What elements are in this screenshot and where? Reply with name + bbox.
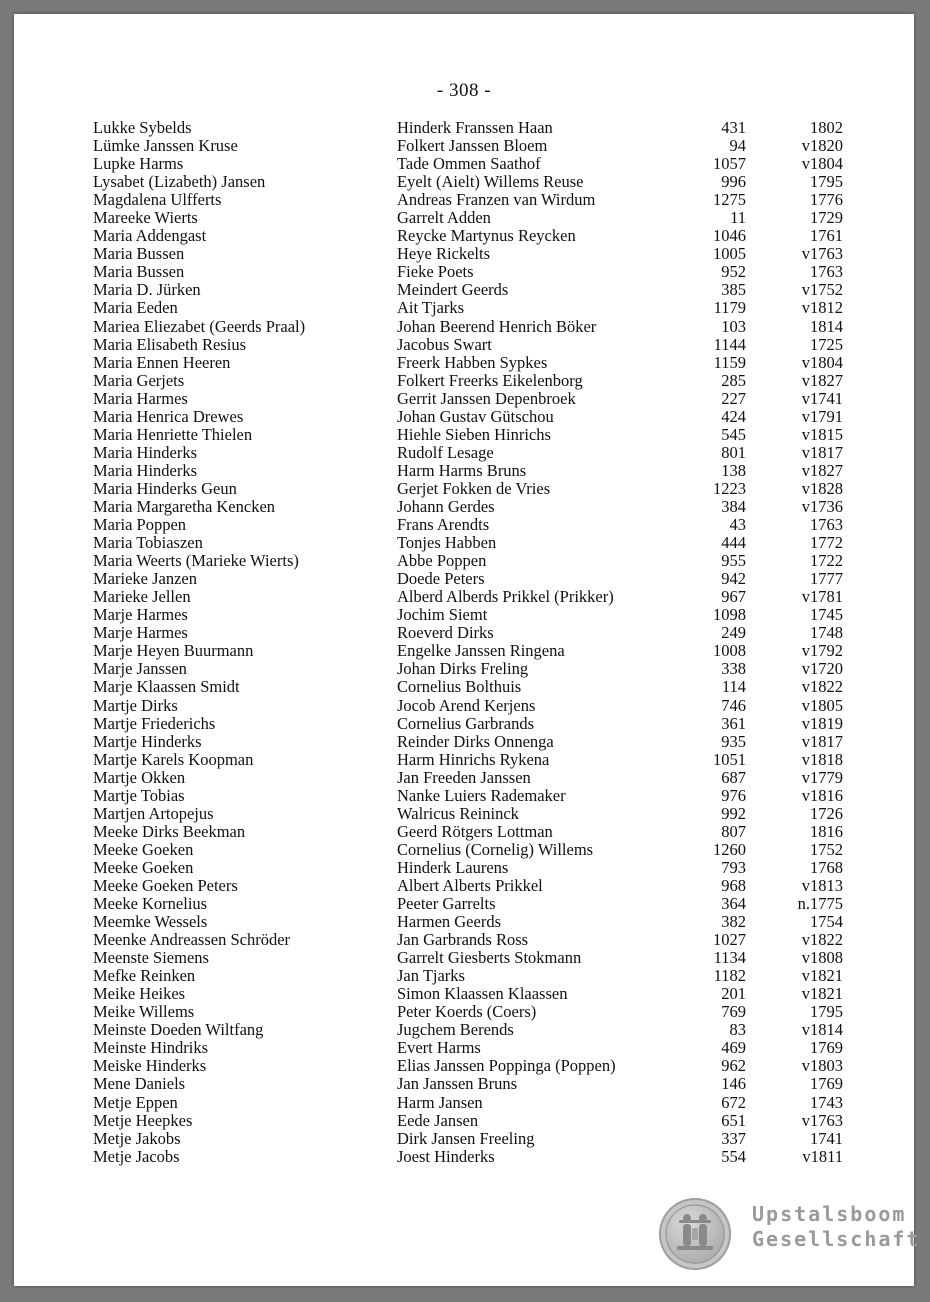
entry-row xyxy=(14,354,914,372)
entry-row xyxy=(14,913,914,931)
entry-year: 1763 xyxy=(810,515,843,535)
entry-year: 1772 xyxy=(810,533,843,553)
entry-name: Maria D. Jürken xyxy=(93,280,201,300)
entry-year: 1743 xyxy=(810,1092,843,1112)
entry-year: v1822 xyxy=(801,677,843,697)
entry-spouse: Hinderk Franssen Haan xyxy=(397,118,553,137)
entry-row xyxy=(14,1094,914,1112)
entry-spouse: Dirk Jansen Freeling xyxy=(397,1128,535,1148)
logo-line-2: Gesellschaft xyxy=(752,1227,921,1251)
entry-row xyxy=(14,715,914,733)
entry-spouse: Fieke Poets xyxy=(397,262,474,282)
entry-name: Lupke Harms xyxy=(93,154,184,174)
entry-spouse: Jocob Arend Kerjens xyxy=(397,695,536,715)
entry-year: 1769 xyxy=(810,1038,843,1058)
entry-spouse: Jan Tjarks xyxy=(397,966,465,986)
entry-year: v1763 xyxy=(801,244,843,264)
entry-number: 793 xyxy=(721,857,746,877)
entry-list xyxy=(14,119,914,1166)
entry-number: 1223 xyxy=(713,478,746,498)
entry-name: Mareeke Wierts xyxy=(93,208,198,228)
entry-year: v1804 xyxy=(801,154,843,174)
entry-name: Lysabet (Lizabeth) Jansen xyxy=(93,172,266,192)
entry-year: 1795 xyxy=(810,1002,843,1022)
entry-year: v1792 xyxy=(801,641,843,661)
entry-number: 992 xyxy=(721,803,746,823)
entry-year: v1821 xyxy=(801,966,843,986)
entry-spouse: Albert Alberts Prikkel xyxy=(397,875,543,895)
entry-year: 1729 xyxy=(810,208,843,228)
entry-year: v1752 xyxy=(801,280,843,300)
entry-row xyxy=(14,408,914,426)
entry-number: 1275 xyxy=(713,190,746,210)
entry-name: Metje Heepkes xyxy=(93,1110,193,1130)
entry-spouse: Roeverd Dirks xyxy=(397,623,494,643)
entry-spouse: Freerk Habben Sypkes xyxy=(397,352,548,372)
entry-name: Maria Poppen xyxy=(93,515,187,535)
entry-year: 1745 xyxy=(810,605,843,625)
entry-spouse: Nanke Luiers Rademaker xyxy=(397,785,566,805)
entry-number: 227 xyxy=(721,388,746,408)
entry-row xyxy=(14,841,914,859)
entry-row xyxy=(14,877,914,895)
entry-spouse: Peeter Garrelts xyxy=(397,894,496,914)
entry-number: 1005 xyxy=(713,244,746,264)
entry-year: n.1775 xyxy=(797,894,843,914)
entry-row xyxy=(14,263,914,281)
entry-spouse: Garrelt Adden xyxy=(397,208,491,228)
entry-name: Meemke Wessels xyxy=(93,912,208,932)
entry-spouse: Johan Gustav Gütschou xyxy=(397,406,554,426)
entry-row xyxy=(14,660,914,678)
entry-name: Magdalena Ulfferts xyxy=(93,190,222,210)
entry-year: v1741 xyxy=(801,388,843,408)
entry-name: Maria Tobiaszen xyxy=(93,533,203,553)
entry-spouse: Cornelius Garbrands xyxy=(397,713,535,733)
entry-spouse: Tonjes Habben xyxy=(397,533,497,553)
entry-year: v1804 xyxy=(801,352,843,372)
entry-row xyxy=(14,1039,914,1057)
document-page xyxy=(14,14,921,1286)
entry-year: v1812 xyxy=(801,298,843,318)
entry-name: Maria Gerjets xyxy=(93,370,185,390)
entry-spouse: Doede Peters xyxy=(397,569,485,589)
entry-spouse: Garrelt Giesberts Stokmann xyxy=(397,948,582,968)
entry-row xyxy=(14,318,914,336)
entry-name: Marje Heyen Buurmann xyxy=(93,641,254,661)
entry-year: 1741 xyxy=(810,1128,843,1148)
entry-year: 1776 xyxy=(810,190,843,210)
entry-spouse: Rudolf Lesage xyxy=(397,442,494,462)
entry-row xyxy=(14,390,914,408)
entry-number: 1046 xyxy=(713,226,746,246)
entry-year: v1779 xyxy=(801,767,843,787)
entry-spouse: Alberd Alberds Prikkel (Prikker) xyxy=(397,587,614,607)
entry-name: Maria Weerts (Marieke Wierts) xyxy=(93,551,299,571)
entry-name: Lukke Sybelds xyxy=(93,118,192,137)
entry-name: Martje Hinderks xyxy=(93,731,202,751)
entry-number: 11 xyxy=(730,208,746,228)
entry-spouse: Harm Harms Bruns xyxy=(397,460,527,480)
entry-number: 431 xyxy=(721,118,746,137)
entry-number: 83 xyxy=(729,1020,746,1040)
entry-year: 1726 xyxy=(810,803,843,823)
entry-row xyxy=(14,642,914,660)
entry-year: 1722 xyxy=(810,551,843,571)
entry-row xyxy=(14,787,914,805)
entry-year: 1761 xyxy=(810,226,843,246)
entry-name: Martje Dirks xyxy=(93,695,178,715)
seal-icon xyxy=(659,1198,731,1270)
entry-row xyxy=(14,155,914,173)
entry-spouse: Reycke Martynus Reycken xyxy=(397,226,576,246)
entry-year: v1827 xyxy=(801,370,843,390)
entry-name: Maria Bussen xyxy=(93,244,185,264)
entry-year: 1752 xyxy=(810,839,843,859)
entry-row xyxy=(14,137,914,155)
entry-number: 1144 xyxy=(713,334,746,354)
entry-number: 746 xyxy=(721,695,746,715)
entry-spouse: Johan Beerend Henrich Böker xyxy=(397,316,597,336)
entry-number: 249 xyxy=(721,623,746,643)
entry-name: Marje Harmes xyxy=(93,605,188,625)
entry-row xyxy=(14,931,914,949)
entry-spouse: Elias Janssen Poppinga (Poppen) xyxy=(397,1056,616,1076)
entry-row xyxy=(14,173,914,191)
entry-number: 976 xyxy=(721,785,746,805)
entry-number: 285 xyxy=(721,370,746,390)
entry-spouse: Andreas Franzen van Wirdum xyxy=(397,190,596,210)
entry-name: Meike Heikes xyxy=(93,984,186,1004)
entry-name: Meeke Dirks Beekman xyxy=(93,821,246,841)
entry-spouse: Geerd Rötgers Lottman xyxy=(397,821,553,841)
entry-name: Marieke Jellen xyxy=(93,587,191,607)
entry-row xyxy=(14,895,914,913)
entry-name: Lümke Janssen Kruse xyxy=(93,136,238,156)
entry-name: Maria Ennen Heeren xyxy=(93,352,231,372)
entry-year: v1815 xyxy=(801,424,843,444)
entry-number: 968 xyxy=(721,875,746,895)
entry-spouse: Jacobus Swart xyxy=(397,334,492,354)
entry-number: 424 xyxy=(721,406,746,426)
entry-year: v1791 xyxy=(801,406,843,426)
entry-year: v1816 xyxy=(801,785,843,805)
entry-year: v1818 xyxy=(801,749,843,769)
entry-number: 201 xyxy=(721,984,746,1004)
entry-row xyxy=(14,336,914,354)
entry-year: v1814 xyxy=(801,1020,843,1040)
entry-number: 1134 xyxy=(713,948,746,968)
entry-year: v1828 xyxy=(801,478,843,498)
entry-row xyxy=(14,209,914,227)
entry-year: 1763 xyxy=(810,262,843,282)
entry-number: 469 xyxy=(721,1038,746,1058)
entry-number: 384 xyxy=(721,496,746,516)
entry-name: Martje Tobias xyxy=(93,785,185,805)
entry-number: 1008 xyxy=(713,641,746,661)
entry-year: v1720 xyxy=(801,659,843,679)
entry-row xyxy=(14,805,914,823)
entry-row xyxy=(14,588,914,606)
entry-spouse: Folkert Janssen Bloem xyxy=(397,136,548,156)
entry-spouse: Walricus Reininck xyxy=(397,803,519,823)
entry-name: Maria Eeden xyxy=(93,298,178,318)
entry-number: 962 xyxy=(721,1056,746,1076)
entry-name: Metje Jakobs xyxy=(93,1128,181,1148)
entry-row xyxy=(14,967,914,985)
entry-row xyxy=(14,823,914,841)
entry-name: Meiske Hinderks xyxy=(93,1056,207,1076)
entry-number: 1182 xyxy=(713,966,746,986)
entry-row xyxy=(14,1112,914,1130)
entry-name: Meeke Goeken Peters xyxy=(93,875,238,895)
entry-number: 361 xyxy=(721,713,746,733)
entry-name: Martjen Artopejus xyxy=(93,803,214,823)
entry-spouse: Frans Arendts xyxy=(397,515,490,535)
entry-row xyxy=(14,227,914,245)
entry-name: Maria Harmes xyxy=(93,388,188,408)
entry-row xyxy=(14,444,914,462)
entry-year: v1820 xyxy=(801,136,843,156)
entry-name: Meeke Goeken xyxy=(93,839,194,859)
entry-spouse: Simon Klaassen Klaassen xyxy=(397,984,568,1004)
entry-number: 801 xyxy=(721,442,746,462)
entry-spouse: Meindert Geerds xyxy=(397,280,509,300)
entry-year: 1814 xyxy=(810,316,843,336)
entry-row xyxy=(14,462,914,480)
entry-number: 1179 xyxy=(713,298,746,318)
entry-name: Marieke Janzen xyxy=(93,569,197,589)
entry-spouse: Joest Hinderks xyxy=(397,1146,495,1166)
entry-row xyxy=(14,1057,914,1075)
entry-number: 935 xyxy=(721,731,746,751)
page-number: - 308 - xyxy=(436,80,492,101)
entry-year: 1754 xyxy=(810,912,843,932)
entry-year: v1817 xyxy=(801,442,843,462)
entry-row xyxy=(14,624,914,642)
logo-text xyxy=(752,1202,921,1252)
entry-row xyxy=(14,606,914,624)
entry-spouse: Jan Freeden Janssen xyxy=(397,767,531,787)
entry-spouse: Heye Rickelts xyxy=(397,244,491,264)
entry-number: 1057 xyxy=(713,154,746,174)
entry-spouse: Harmen Geerds xyxy=(397,912,501,932)
entry-row xyxy=(14,985,914,1003)
entry-spouse: Reinder Dirks Onnenga xyxy=(397,731,554,751)
entry-number: 94 xyxy=(729,136,746,156)
entry-name: Mariea Eliezabet (Geerds Praal) xyxy=(93,316,306,336)
entry-number: 807 xyxy=(721,821,746,841)
entry-year: 1769 xyxy=(810,1074,843,1094)
entry-spouse: Johann Gerdes xyxy=(397,496,495,516)
entry-name: Martje Okken xyxy=(93,767,186,787)
entry-year: 1768 xyxy=(810,857,843,877)
entry-row xyxy=(14,299,914,317)
entry-number: 769 xyxy=(721,1002,746,1022)
entry-row xyxy=(14,1021,914,1039)
entry-spouse: Eede Jansen xyxy=(397,1110,479,1130)
entry-name: Maria Margaretha Kencken xyxy=(93,496,276,516)
entry-year: v1813 xyxy=(801,875,843,895)
entry-row xyxy=(14,697,914,715)
entry-number: 554 xyxy=(721,1146,746,1166)
entry-spouse: Jan Garbrands Ross xyxy=(397,930,529,950)
entry-name: Maria Hinderks xyxy=(93,442,198,462)
entry-name: Maria Elisabeth Resius xyxy=(93,334,247,354)
entry-spouse: Cornelius Bolthuis xyxy=(397,677,522,697)
entry-spouse: Jan Janssen Bruns xyxy=(397,1074,518,1094)
entry-year: v1819 xyxy=(801,713,843,733)
entry-name: Meike Willems xyxy=(93,1002,195,1022)
entry-name: Mene Daniels xyxy=(93,1074,186,1094)
entry-name: Meenste Siemens xyxy=(93,948,209,968)
entry-name: Maria Hinderks xyxy=(93,460,198,480)
entry-spouse: Folkert Freerks Eikelenborg xyxy=(397,370,583,390)
entry-number: 942 xyxy=(721,569,746,589)
entry-row xyxy=(14,751,914,769)
entry-row xyxy=(14,516,914,534)
entry-year: v1736 xyxy=(801,496,843,516)
entry-spouse: Hinderk Laurens xyxy=(397,857,509,877)
entry-name: Maria Bussen xyxy=(93,262,185,282)
entry-year: v1803 xyxy=(801,1056,843,1076)
entry-spouse: Abbe Poppen xyxy=(397,551,487,571)
entry-row xyxy=(14,1130,914,1148)
entry-name: Meeke Kornelius xyxy=(93,894,208,914)
entry-spouse: Peter Koerds (Coers) xyxy=(397,1002,537,1022)
entry-name: Meeke Goeken xyxy=(93,857,194,877)
entry-spouse: Gerjet Fokken de Vries xyxy=(397,478,551,498)
entry-spouse: Evert Harms xyxy=(397,1038,481,1058)
entry-number: 382 xyxy=(721,912,746,932)
entry-row xyxy=(14,570,914,588)
entry-row xyxy=(14,245,914,263)
entry-spouse: Johan Dirks Freling xyxy=(397,659,529,679)
entry-number: 1051 xyxy=(713,749,746,769)
entry-year: v1781 xyxy=(801,587,843,607)
entry-spouse: Harm Jansen xyxy=(397,1092,483,1112)
entry-year: v1808 xyxy=(801,948,843,968)
entry-number: 385 xyxy=(721,280,746,300)
entry-number: 1027 xyxy=(713,930,746,950)
entry-name: Marje Harmes xyxy=(93,623,188,643)
entry-number: 114 xyxy=(721,677,746,697)
entry-name: Mefke Reinken xyxy=(93,966,196,986)
entry-year: v1827 xyxy=(801,460,843,480)
entry-name: Metje Eppen xyxy=(93,1092,178,1112)
entry-row xyxy=(14,498,914,516)
entry-number: 146 xyxy=(721,1074,746,1094)
entry-row xyxy=(14,426,914,444)
entry-row xyxy=(14,480,914,498)
entry-number: 1260 xyxy=(713,839,746,859)
entry-number: 687 xyxy=(721,767,746,787)
entry-spouse: Jochim Siemt xyxy=(397,605,488,625)
entry-year: 1748 xyxy=(810,623,843,643)
entry-spouse: Gerrit Janssen Depenbroek xyxy=(397,388,576,408)
entry-name: Maria Henriette Thielen xyxy=(93,424,253,444)
entry-row xyxy=(14,552,914,570)
entry-spouse: Jugchem Berends xyxy=(397,1020,514,1040)
entry-spouse: Engelke Janssen Ringena xyxy=(397,641,565,661)
upstalsboom-logo xyxy=(659,1198,921,1272)
entry-row xyxy=(14,1075,914,1093)
entry-year: 1795 xyxy=(810,172,843,192)
entry-spouse: Ait Tjarks xyxy=(397,298,465,318)
entry-row xyxy=(14,1148,914,1166)
entry-year: v1822 xyxy=(801,930,843,950)
entry-year: v1811 xyxy=(802,1146,843,1166)
entry-number: 955 xyxy=(721,551,746,571)
entry-name: Maria Hinderks Geun xyxy=(93,478,237,498)
entry-number: 1159 xyxy=(713,352,746,372)
entry-spouse: Tade Ommen Saathof xyxy=(397,154,541,174)
entry-spouse: Harm Hinrichs Rykena xyxy=(397,749,550,769)
entry-year: v1763 xyxy=(801,1110,843,1130)
entry-row xyxy=(14,769,914,787)
entry-number: 1098 xyxy=(713,605,746,625)
entry-name: Metje Jacobs xyxy=(93,1146,180,1166)
entry-row xyxy=(14,733,914,751)
entry-row xyxy=(14,859,914,877)
entry-number: 103 xyxy=(721,316,746,336)
entry-row xyxy=(14,678,914,696)
entry-spouse: Cornelius (Cornelig) Willems xyxy=(397,839,594,859)
entry-number: 952 xyxy=(721,262,746,282)
entry-row xyxy=(14,281,914,299)
logo-line-1: Upstalsboom xyxy=(752,1202,907,1226)
entry-number: 43 xyxy=(729,515,746,535)
entry-number: 338 xyxy=(721,659,746,679)
entry-year: 1725 xyxy=(810,334,843,354)
entry-number: 996 xyxy=(721,172,746,192)
entry-name: Maria Addengast xyxy=(93,226,207,246)
entry-name: Meinste Doeden Wiltfang xyxy=(93,1020,264,1040)
entry-number: 672 xyxy=(721,1092,746,1112)
entry-row xyxy=(14,949,914,967)
entry-number: 364 xyxy=(721,894,746,914)
entry-year: v1821 xyxy=(801,984,843,1004)
entry-name: Meinste Hindriks xyxy=(93,1038,209,1058)
entry-row xyxy=(14,191,914,209)
entry-spouse: Eyelt (Aielt) Willems Reuse xyxy=(397,172,584,192)
entry-row xyxy=(14,1003,914,1021)
entry-number: 337 xyxy=(721,1128,746,1148)
entry-name: Martje Friederichs xyxy=(93,713,216,733)
entry-name: Maria Henrica Drewes xyxy=(93,406,244,426)
entry-row xyxy=(14,534,914,552)
entry-number: 967 xyxy=(721,587,746,607)
entry-number: 545 xyxy=(721,424,746,444)
entry-year: 1802 xyxy=(810,118,843,137)
entry-name: Martje Karels Koopman xyxy=(93,749,254,769)
entry-year: v1817 xyxy=(801,731,843,751)
entry-spouse: Hiehle Sieben Hinrichs xyxy=(397,424,551,444)
entry-number: 651 xyxy=(721,1110,746,1130)
entry-year: v1805 xyxy=(801,695,843,715)
entry-name: Marje Klaassen Smidt xyxy=(93,677,240,697)
entry-number: 138 xyxy=(721,460,746,480)
entry-row xyxy=(14,119,914,137)
entry-row xyxy=(14,372,914,390)
entry-year: 1816 xyxy=(810,821,843,841)
entry-number: 444 xyxy=(721,533,746,553)
entry-year: 1777 xyxy=(810,569,843,589)
entry-name: Meenke Andreassen Schröder xyxy=(93,930,291,950)
entry-name: Marje Janssen xyxy=(93,659,187,679)
